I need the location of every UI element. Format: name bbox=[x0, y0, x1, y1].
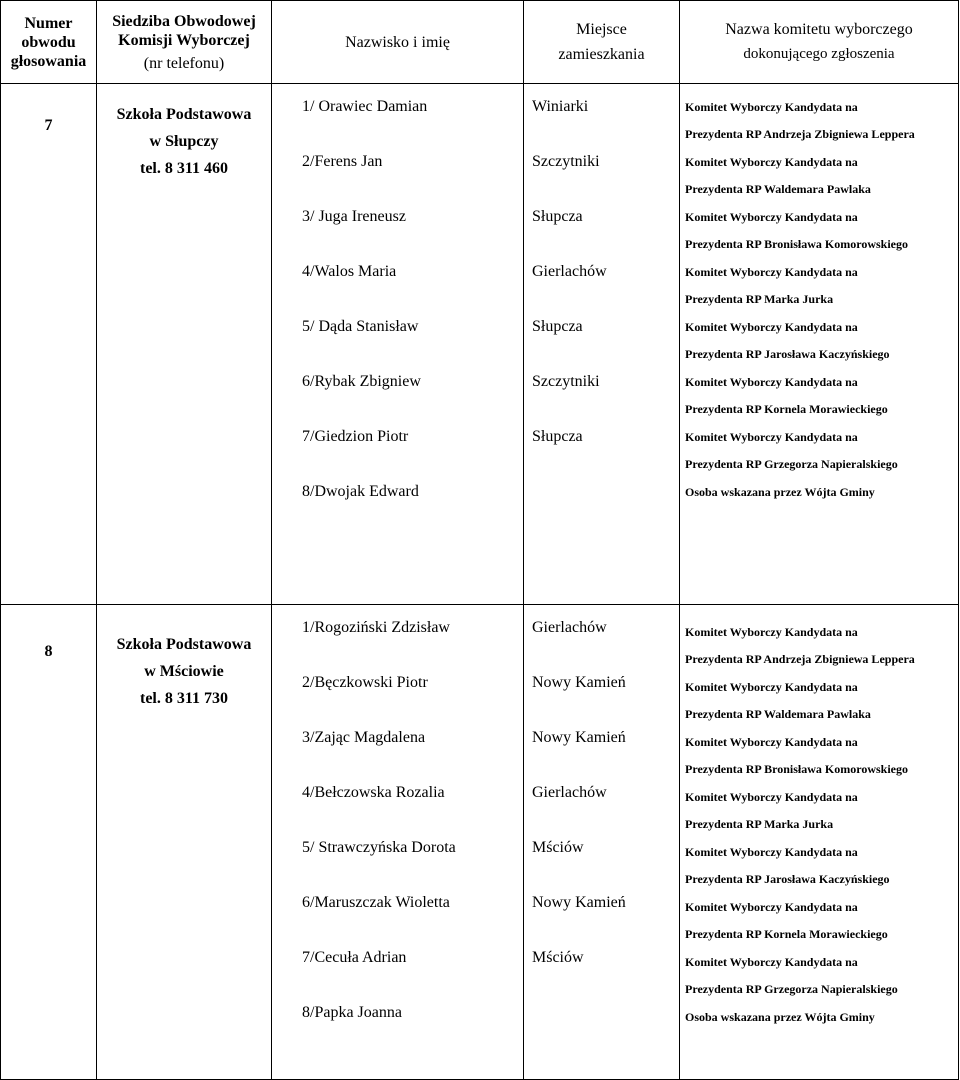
header-committee: Nazwa komitetu wyborczego dokonującego zgłoszenia bbox=[680, 1, 959, 84]
committee-line: Prezydenta RP Andrzeja Zbigniewa Leppera bbox=[685, 652, 915, 666]
district-number: 8 bbox=[1, 605, 97, 1080]
committee-line: Komitet Wyborczy Kandydata na bbox=[685, 625, 858, 639]
committee-line: Prezydenta RP Bronisława Komorowskiego bbox=[685, 762, 908, 776]
member-name: 1/ Orawiec Damian bbox=[302, 98, 428, 115]
committee-line: Prezydenta RP Waldemara Pawlaka bbox=[685, 182, 871, 196]
committee-line: Prezydenta RP Kornela Morawieckiego bbox=[685, 927, 888, 941]
member-place: Gierlachów bbox=[532, 784, 607, 801]
committee-line: Osoba wskazana przez Wójta Gminy bbox=[685, 485, 875, 499]
member-name: 2/Ferens Jan bbox=[302, 153, 383, 170]
district-number: 7 bbox=[1, 84, 97, 605]
member-name: 4/Walos Maria bbox=[302, 263, 397, 280]
member-place: Nowy Kamień bbox=[532, 674, 626, 691]
committee-line: Komitet Wyborczy Kandydata na bbox=[685, 375, 858, 389]
section-row bbox=[1, 605, 959, 1080]
member-name: 7/Giedzion Piotr bbox=[302, 428, 409, 445]
committee-line: Komitet Wyborczy Kandydata na bbox=[685, 680, 858, 694]
member-place: Nowy Kamień bbox=[532, 729, 626, 746]
committee-line: Komitet Wyborczy Kandydata na bbox=[685, 790, 858, 804]
committee-line: Komitet Wyborczy Kandydata na bbox=[685, 265, 858, 279]
member-place: Nowy Kamień bbox=[532, 894, 626, 911]
member-place: Mściów bbox=[532, 949, 584, 966]
committee-line: Komitet Wyborczy Kandydata na bbox=[685, 900, 858, 914]
member-names bbox=[272, 84, 524, 605]
committee-line: Prezydenta RP Waldemara Pawlaka bbox=[685, 707, 871, 721]
member-places bbox=[524, 84, 680, 605]
member-place: Słupcza bbox=[532, 208, 583, 225]
committee-line: Komitet Wyborczy Kandydata na bbox=[685, 955, 858, 969]
member-name: 6/Rybak Zbigniew bbox=[302, 373, 421, 390]
committee-line: Prezydenta RP Jarosława Kaczyńskiego bbox=[685, 347, 890, 361]
committee-line: Komitet Wyborczy Kandydata na bbox=[685, 430, 858, 444]
committee-line: Prezydenta RP Marka Jurka bbox=[685, 292, 834, 306]
header-row bbox=[1, 1, 959, 84]
member-name: 1/Rogoziński Zdzisław bbox=[302, 619, 450, 636]
header-place: Miejsce zamieszkania bbox=[524, 1, 680, 84]
committee-line: Prezydenta RP Grzegorza Napieralskiego bbox=[685, 457, 898, 471]
member-name: 5/ Dąda Stanisław bbox=[302, 318, 419, 335]
member-committees bbox=[680, 605, 959, 1080]
member-name: 3/ Juga Ireneusz bbox=[302, 208, 406, 225]
committee-line: Komitet Wyborczy Kandydata na bbox=[685, 845, 858, 859]
member-committees bbox=[680, 84, 959, 605]
committee-line: Komitet Wyborczy Kandydata na bbox=[685, 100, 858, 114]
committee-line: Prezydenta RP Bronisława Komorowskiego bbox=[685, 237, 908, 251]
member-name: 6/Maruszczak Wioletta bbox=[302, 894, 450, 911]
member-place: Winiarki bbox=[532, 98, 589, 115]
member-place: Słupcza bbox=[532, 428, 583, 445]
committee-line: Komitet Wyborczy Kandydata na bbox=[685, 210, 858, 224]
member-name: 7/Cecuła Adrian bbox=[302, 949, 407, 966]
committee-line: Komitet Wyborczy Kandydata na bbox=[685, 735, 858, 749]
member-place: Gierlachów bbox=[532, 619, 607, 636]
header-site: Siedziba Obwodowej Komisji Wyborczej (nr telefonu) bbox=[97, 1, 272, 84]
member-name: 4/Bełczowska Rozalia bbox=[302, 784, 445, 801]
committee-line: Prezydenta RP Grzegorza Napieralskiego bbox=[685, 982, 898, 996]
site-cell: Szkoła Podstawowa w Mściowie tel. 8 311 730 bbox=[97, 605, 272, 1080]
member-place: Mściów bbox=[532, 839, 584, 856]
member-places bbox=[524, 605, 680, 1080]
committee-line: Osoba wskazana przez Wójta Gminy bbox=[685, 1010, 875, 1024]
member-name: 8/Papka Joanna bbox=[302, 1004, 402, 1021]
member-place: Szczytniki bbox=[532, 373, 600, 390]
committee-line: Prezydenta RP Jarosława Kaczyńskiego bbox=[685, 872, 890, 886]
member-place: Słupcza bbox=[532, 318, 583, 335]
member-name: 5/ Strawczyńska Dorota bbox=[302, 839, 456, 856]
section-row bbox=[1, 84, 959, 605]
committee-line: Prezydenta RP Marka Jurka bbox=[685, 817, 834, 831]
committee-line: Prezydenta RP Andrzeja Zbigniewa Leppera bbox=[685, 127, 915, 141]
member-place: Gierlachów bbox=[532, 263, 607, 280]
committee-line: Komitet Wyborczy Kandydata na bbox=[685, 320, 858, 334]
site-cell: Szkoła Podstawowa w Słupczy tel. 8 311 460 bbox=[97, 84, 272, 605]
member-name: 8/Dwojak Edward bbox=[302, 483, 419, 500]
committee-line: Prezydenta RP Kornela Morawieckiego bbox=[685, 402, 888, 416]
member-name: 2/Bęczkowski Piotr bbox=[302, 674, 428, 691]
committee-line: Komitet Wyborczy Kandydata na bbox=[685, 155, 858, 169]
member-name: 3/Zając Magdalena bbox=[302, 729, 426, 746]
header-name: Nazwisko i imię bbox=[272, 1, 524, 84]
member-place: Szczytniki bbox=[532, 153, 600, 170]
header-number: Numer obwodu głosowania bbox=[1, 1, 97, 84]
member-names bbox=[272, 605, 524, 1080]
